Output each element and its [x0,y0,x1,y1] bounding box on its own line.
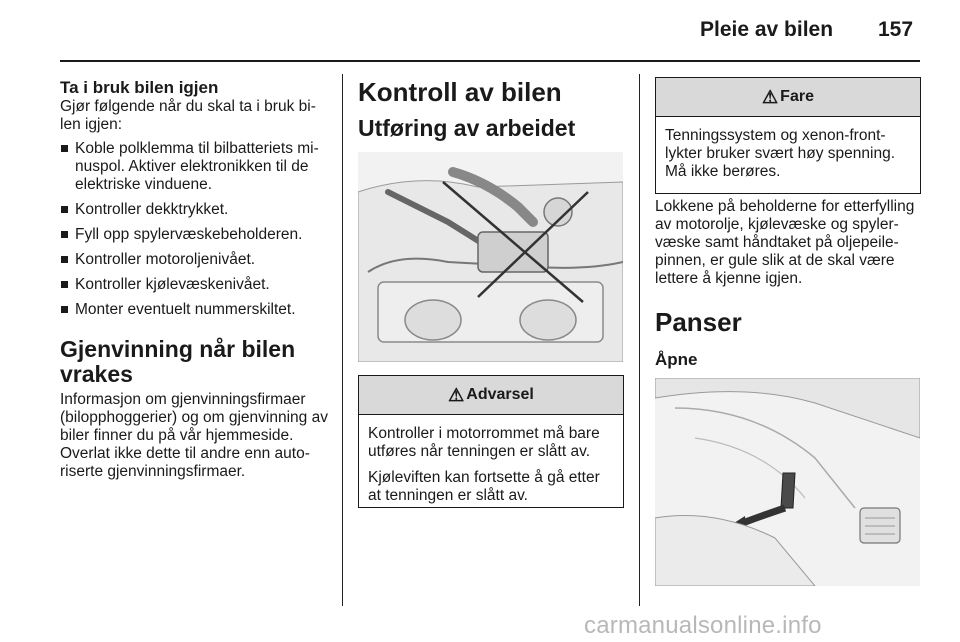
section-heading-reuse: Ta i bruk bilen igjen [60,78,219,97]
danger-box-header [656,78,920,117]
column-middle [358,78,623,141]
column-divider [342,74,343,606]
warning-box [358,375,624,508]
danger-box [655,77,921,194]
warning-paragraph: Kontroller i motorrommet må bare utføres når tenningen er slått av. [368,425,600,460]
section-heading-recycling: Gjenvinning når bilen vrakes [60,336,296,387]
bullet-square-icon [61,206,68,213]
header-rule [60,60,920,62]
running-header-title: Pleie av bilen [700,18,834,41]
page-number: 157 [878,18,914,41]
warning-paragraph: Kjøleviften kan fortsette å gå etter at tenningen er slått av. [368,469,600,504]
list-item: Kontroller motoroljenivået. [60,251,332,269]
column-left [60,78,332,481]
bullet-square-icon [61,306,68,313]
intro-paragraph: Gjør følgende når du skal ta i bruk bi-len igjen: [60,98,316,133]
column-right [655,198,920,370]
engine-bay-drawing [358,152,623,362]
bullet-square-icon [61,145,68,152]
bullet-square-icon [61,256,68,263]
section-heading-hood: Panser [655,307,742,337]
list-item: Monter eventuelt nummerskiltet. [60,301,332,319]
danger-box-body [656,117,920,197]
danger-paragraph: Tenningssystem og xenon-front-lykter bruker svært høy spenning. Må ikke berøres. [665,127,896,180]
list-item: Kontroller dekktrykket. [60,201,332,219]
warning-box-body [359,415,623,521]
fill-caps-paragraph: Lokkene på beholderne for etterfylling av motorolje, kjølevæske og spyler-væske samt håndtaket på oljepeile-pinnen, er gule slik at de skal være lettere å kjenne igjen. [655,198,915,287]
column-divider [639,74,640,606]
list-item: Koble polklemma til bilbatteriets mi-nuspol. Aktiver elektronikken til de elektriske vinduene. [60,140,332,194]
hood-release-drawing [655,378,920,586]
warning-triangle-icon: ⚠ [448,384,465,405]
warning-box-header [359,376,623,415]
list-item: Kontroller kjølevæskenivået. [60,276,332,294]
danger-label: Fare [780,88,814,105]
checklist [60,140,332,319]
list-item: Fyll opp spylervæskebeholderen. [60,226,332,244]
chapter-title: Kontroll av bilen [358,77,562,107]
engine-bay-illustration [358,152,623,362]
warning-triangle-icon: ⚠ [762,86,779,107]
recycling-paragraph: Informasjon om gjenvinningsfirmaer (bilopphoggerier) og om gjenvinning av biler finner du på vår hjemmeside. Overlat ikke dette til andre enn auto-riserte gjenvinningsfirmaer. [60,391,328,480]
bullet-square-icon [61,281,68,288]
subheading-open: Åpne [655,350,698,369]
bullet-square-icon [61,231,68,238]
section-subtitle: Utføring av arbeidet [358,115,576,141]
warning-label: Advarsel [466,386,534,403]
watermark: carmanualsonline.info [584,612,822,639]
hood-release-illustration [655,378,920,586]
